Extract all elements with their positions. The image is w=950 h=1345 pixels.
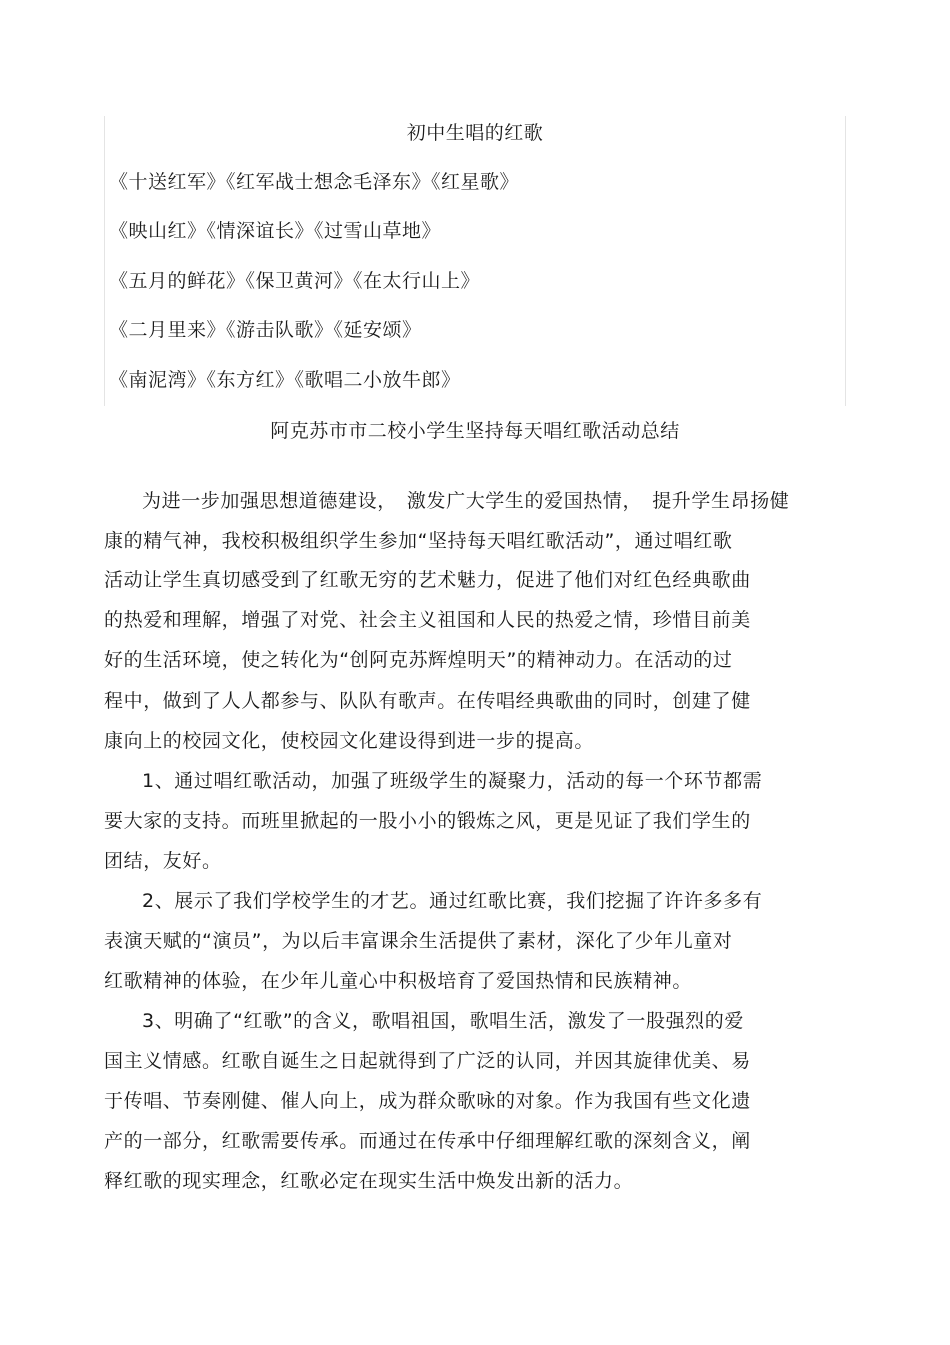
paragraph-line: 要大家的支持。而班里掀起的一股小小的锻炼之风，更是见证了我们学生的 xyxy=(104,810,751,832)
paragraph-line: 好的生活环境，使之转化为“创阿克苏辉煌明天”的精神动力。在活动的过 xyxy=(104,649,733,671)
song-list-line: 《二月里来》《游击队歌》《延安颂》 xyxy=(109,319,422,341)
paragraph-line: 团结，友好。 xyxy=(104,850,222,872)
paragraph-line: 活动让学生真切感受到了红歌无穷的艺术魅力，促进了他们对红色经典歌曲 xyxy=(104,569,751,591)
paragraph-line: 国主义情感。红歌自诞生之日起就得到了广泛的认同，并因其旋律优美、易 xyxy=(104,1050,751,1072)
song-list-box xyxy=(104,116,846,406)
song-list-line: 《五月的鲜花》《保卫黄河》《在太行山上》 xyxy=(109,270,481,292)
song-list-line: 《南泥湾》《东方红》《歌唱二小放牛郎》 xyxy=(109,369,461,391)
paragraph-line: 的热爱和理解，增强了对党、社会主义祖国和人民的热爱之情，珍惜目前美 xyxy=(104,609,751,631)
paragraph-line: 产的一部分，红歌需要传承。而通过在传承中仔细理解红歌的深刻含义，阐 xyxy=(104,1130,751,1152)
paragraph-line: 释红歌的现实理念，红歌必定在现实生活中焕发出新的活力。 xyxy=(104,1170,634,1192)
paragraph-line: 3、明确了“红歌”的含义，歌唱祖国，歌唱生活，激发了一股强烈的爱 xyxy=(142,1010,744,1032)
paragraph-line: 红歌精神的体验，在少年儿童心中积极培育了爱国热情和民族精神。 xyxy=(104,970,693,992)
paragraph-line: 2、展示了我们学校学生的才艺。通过红歌比赛，我们挖掘了许许多多有 xyxy=(142,890,763,912)
paragraph-line: 程中，做到了人人都参与、队队有歌声。在传唱经典歌曲的同时，创建了健 xyxy=(104,690,751,712)
paragraph-line: 为进一步加强思想道德建设， 激发广大学生的爱国热情， 提升学生昂扬健 xyxy=(142,490,790,512)
paragraph-line: 康的精气神，我校积极组织学生参加“坚持每天唱红歌活动”，通过唱红歌 xyxy=(104,530,733,552)
paragraph-line: 1、通过唱红歌活动，加强了班级学生的凝聚力，活动的每一个环节都需 xyxy=(142,770,763,792)
song-list-line: 《映山红》《情深谊长》《过雪山草地》 xyxy=(109,220,442,242)
song-list-line: 《十送红军》《红军战士想念毛泽东》《红星歌》 xyxy=(109,171,520,193)
paragraph-line: 于传唱、节奏刚健、催人向上，成为群众歌咏的对象。作为我国有些文化遗 xyxy=(104,1090,751,1112)
paragraph-line: 康向上的校园文化，使校园文化建设得到进一步的提高。 xyxy=(104,730,595,752)
summary-title: 阿克苏市市二校小学生坚持每天唱红歌活动总结 xyxy=(270,420,680,442)
song-list-title: 初中生唱的红歌 xyxy=(406,122,544,144)
paragraph-line: 表演天赋的“演员”，为以后丰富课余生活提供了素材，深化了少年儿童对 xyxy=(104,930,733,952)
